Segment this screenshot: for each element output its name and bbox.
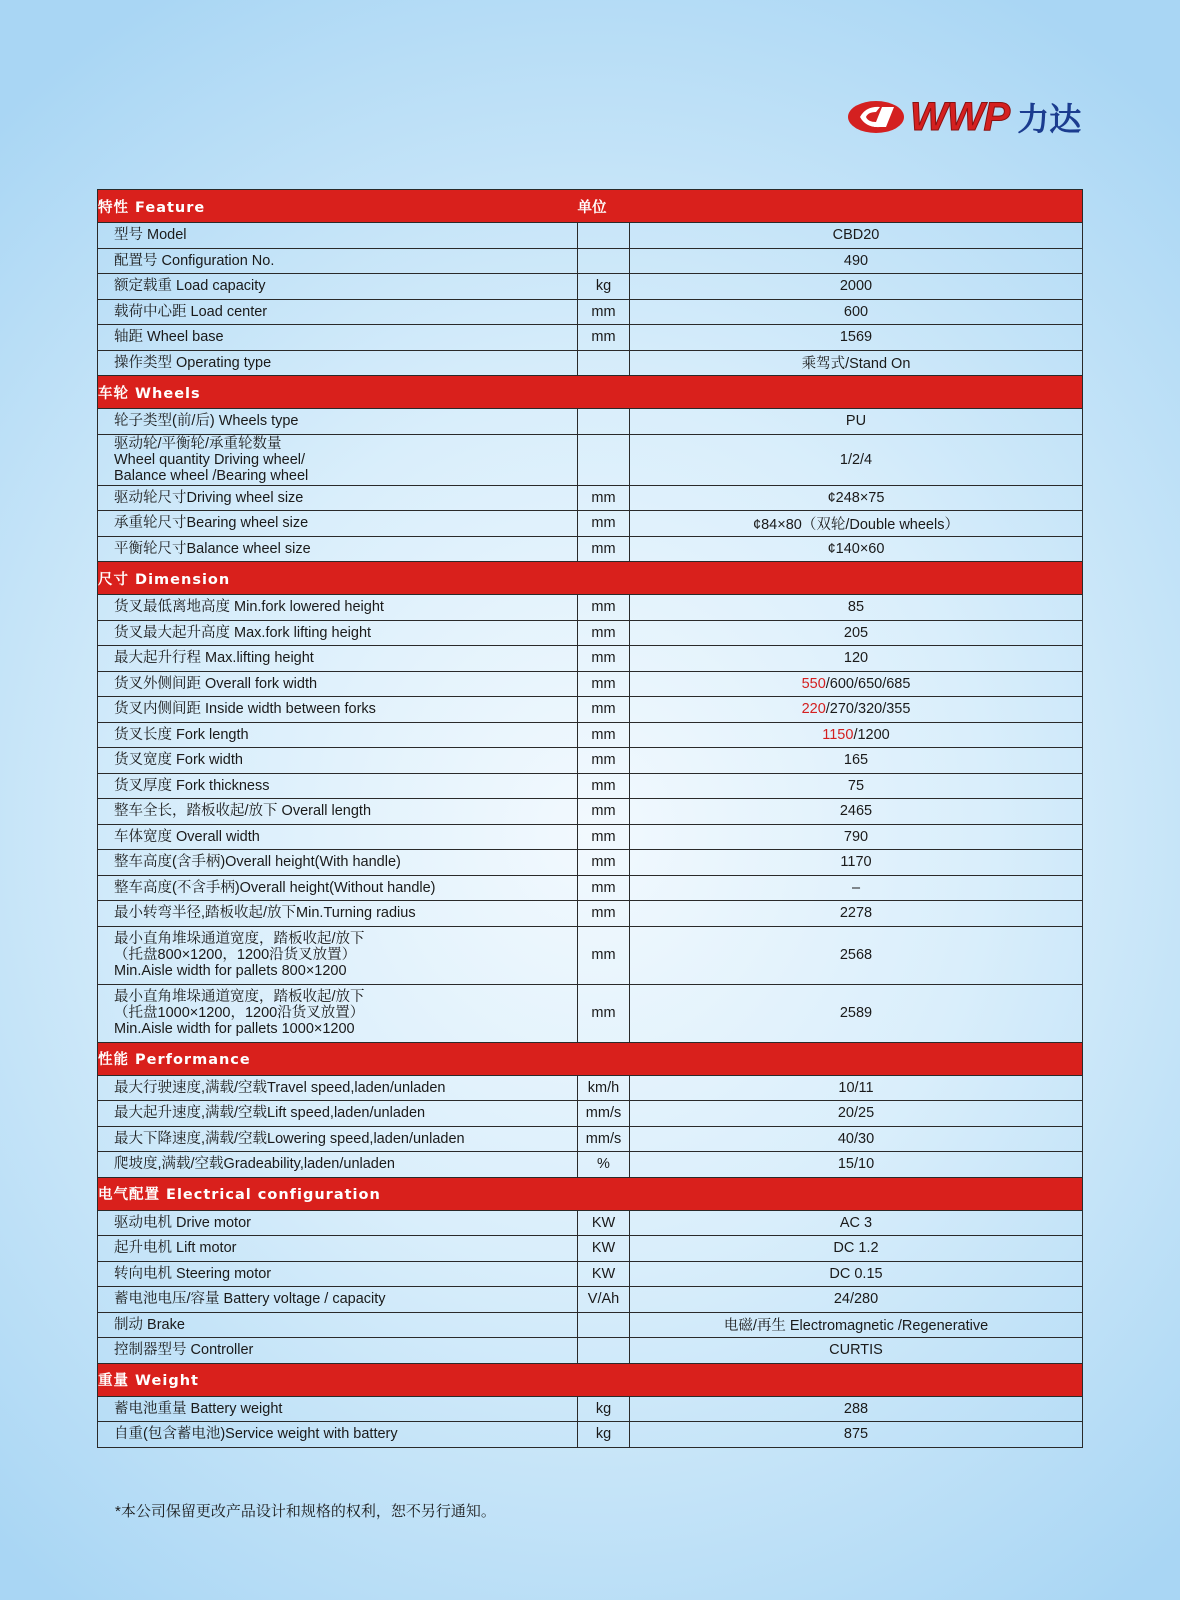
- spec-row: [98, 926, 1083, 984]
- spec-value: 165: [630, 748, 1083, 774]
- spec-value: 2568: [630, 926, 1083, 984]
- spec-unit: [578, 248, 630, 274]
- spec-value: 40/30: [630, 1126, 1083, 1152]
- spec-unit: KW: [578, 1261, 630, 1287]
- spec-label: 驱动轮尺寸Driving wheel size: [98, 485, 578, 511]
- section-header: [98, 190, 1083, 223]
- spec-value-options: /1200: [853, 726, 890, 743]
- spec-value: ¢84×80（双轮/Double wheels）: [630, 511, 1083, 537]
- logo-mark-icon: [846, 97, 908, 137]
- spec-label: 货叉内侧间距 Inside width between forks: [98, 697, 578, 723]
- spec-value: 15/10: [630, 1152, 1083, 1178]
- section-unit-header: [578, 1042, 630, 1075]
- spec-row: [98, 1075, 1083, 1101]
- spec-unit: [578, 409, 630, 435]
- spec-label: 货叉厚度 Fork thickness: [98, 773, 578, 799]
- spec-value: ¢248×75: [630, 485, 1083, 511]
- spec-label-line: 最小直角堆垛通道宽度，踏板收起/放下: [114, 989, 365, 1005]
- spec-row: [98, 722, 1083, 748]
- spec-value: PU: [630, 409, 1083, 435]
- section-value-header: [630, 1177, 1083, 1210]
- spec-unit: V/Ah: [578, 1287, 630, 1313]
- spec-label: 驱动电机 Drive motor: [98, 1210, 578, 1236]
- spec-row: [98, 1312, 1083, 1338]
- spec-unit: %: [578, 1152, 630, 1178]
- spec-unit: [578, 434, 630, 485]
- section-header: [98, 376, 1083, 409]
- spec-unit: mm: [578, 595, 630, 621]
- spec-value: 790: [630, 824, 1083, 850]
- spec-row: [98, 299, 1083, 325]
- spec-unit: mm: [578, 697, 630, 723]
- spec-value: 288: [630, 1396, 1083, 1422]
- spec-label: 平衡轮尺寸Balance wheel size: [98, 536, 578, 562]
- spec-label: 最大起升速度,满载/空载Lift speed,laden/unladen: [98, 1101, 578, 1127]
- footnote: *本公司保留更改产品设计和规格的权利，恕不另行通知。: [115, 1503, 496, 1520]
- spec-label: [98, 984, 578, 1042]
- spec-row: [98, 875, 1083, 901]
- spec-value: 10/11: [630, 1075, 1083, 1101]
- spec-unit: mm: [578, 620, 630, 646]
- section-title: 特性 Feature: [98, 190, 578, 223]
- spec-row: [98, 1422, 1083, 1448]
- spec-label-line: Balance wheel /Bearing wheel: [114, 467, 309, 484]
- spec-label: 承重轮尺寸Bearing wheel size: [98, 511, 578, 537]
- spec-row: [98, 350, 1083, 376]
- spec-value: [630, 671, 1083, 697]
- spec-row: [98, 1126, 1083, 1152]
- spec-value: 2278: [630, 901, 1083, 927]
- spec-unit: mm/s: [578, 1126, 630, 1152]
- spec-value: 490: [630, 248, 1083, 274]
- spec-value: ¢140×60: [630, 536, 1083, 562]
- spec-label: [98, 434, 578, 485]
- spec-label: 蓄电池重量 Battery weight: [98, 1396, 578, 1422]
- spec-value: 2589: [630, 984, 1083, 1042]
- spec-unit: mm: [578, 850, 630, 876]
- spec-value-options: /270/320/355: [825, 701, 911, 718]
- section-header: [98, 1042, 1083, 1075]
- spec-label: 最大起升行程 Max.lifting height: [98, 646, 578, 672]
- spec-label: 货叉外侧间距 Overall fork width: [98, 671, 578, 697]
- spec-row: [98, 1210, 1083, 1236]
- spec-unit: [578, 1312, 630, 1338]
- section-title: 尺寸 Dimension: [98, 562, 578, 595]
- section-value-header: [630, 376, 1083, 409]
- brand-logo: [846, 94, 1081, 140]
- spec-value: 85: [630, 595, 1083, 621]
- spec-label: 整车全长，踏板收起/放下 Overall length: [98, 799, 578, 825]
- spec-row: [98, 511, 1083, 537]
- spec-value-options: /600/650/685: [825, 675, 911, 692]
- spec-value: CURTIS: [630, 1338, 1083, 1364]
- logo-chinese-name: 力达: [1017, 100, 1082, 138]
- spec-row: [98, 248, 1083, 274]
- spec-label: 自重(包含蓄电池)Service weight with battery: [98, 1422, 578, 1448]
- section-header: [98, 1177, 1083, 1210]
- spec-label: 起升电机 Lift motor: [98, 1236, 578, 1262]
- spec-label-line: Min.Aisle width for pallets 1000×1200: [114, 1021, 355, 1037]
- spec-label: 货叉最低离地高度 Min.fork lowered height: [98, 595, 578, 621]
- spec-label-line: Min.Aisle width for pallets 800×1200: [114, 963, 347, 979]
- section-unit-header: 单位: [578, 190, 630, 223]
- spec-row: [98, 620, 1083, 646]
- section-unit-header: [578, 376, 630, 409]
- spec-label: 配置号 Configuration No.: [98, 248, 578, 274]
- spec-unit: mm: [578, 901, 630, 927]
- spec-label: 整车高度(不含手柄)Overall height(Without handle): [98, 875, 578, 901]
- spec-unit: mm: [578, 773, 630, 799]
- spec-row: [98, 1152, 1083, 1178]
- spec-label: 爬坡度,满载/空载Gradeability,laden/unladen: [98, 1152, 578, 1178]
- spec-row: [98, 824, 1083, 850]
- spec-unit: mm: [578, 646, 630, 672]
- logo-wordmark: WWP: [910, 94, 1010, 139]
- section-title: 车轮 Wheels: [98, 376, 578, 409]
- spec-value: DC 0.15: [630, 1261, 1083, 1287]
- spec-row: [98, 850, 1083, 876]
- spec-unit: kg: [578, 1422, 630, 1448]
- section-value-header: [630, 562, 1083, 595]
- spec-value: 乘驾式/Stand On: [630, 350, 1083, 376]
- spec-row: [98, 984, 1083, 1042]
- spec-row: [98, 646, 1083, 672]
- spec-row: [98, 595, 1083, 621]
- spec-value: [630, 722, 1083, 748]
- spec-value: 2000: [630, 274, 1083, 300]
- spec-row: [98, 748, 1083, 774]
- spec-label: 制动 Brake: [98, 1312, 578, 1338]
- spec-unit: mm: [578, 325, 630, 351]
- spec-value: CBD20: [630, 223, 1083, 249]
- spec-row: [98, 1338, 1083, 1364]
- spec-label: 载荷中心距 Load center: [98, 299, 578, 325]
- spec-value-standard: 550: [801, 675, 826, 692]
- section-title: 性能 Performance: [98, 1042, 578, 1075]
- spec-unit: mm: [578, 536, 630, 562]
- section-value-header: [630, 1042, 1083, 1075]
- spec-row: [98, 773, 1083, 799]
- spec-label: 转向电机 Steering motor: [98, 1261, 578, 1287]
- spec-label-line: Wheel quantity Driving wheel/: [114, 451, 306, 468]
- spec-label: 最大下降速度,满载/空载Lowering speed,laden/unladen: [98, 1126, 578, 1152]
- spec-row: [98, 1101, 1083, 1127]
- spec-table-body: [98, 190, 1083, 1448]
- spec-unit: kg: [578, 1396, 630, 1422]
- spec-row: [98, 799, 1083, 825]
- spec-label: 控制器型号 Controller: [98, 1338, 578, 1364]
- spec-label: 最大行驶速度,满载/空载Travel speed,laden/unladen: [98, 1075, 578, 1101]
- spec-unit: mm: [578, 926, 630, 984]
- spec-label: 货叉最大起升高度 Max.fork lifting height: [98, 620, 578, 646]
- section-title: 重量 Weight: [98, 1363, 578, 1396]
- section-unit-header: [578, 1363, 630, 1396]
- spec-label: 蓄电池电压/容量 Battery voltage / capacity: [98, 1287, 578, 1313]
- section-unit-header: [578, 562, 630, 595]
- spec-label: 型号 Model: [98, 223, 578, 249]
- spec-unit: KW: [578, 1210, 630, 1236]
- spec-label-line: 驱动轮/平衡轮/承重轮数量: [114, 435, 282, 452]
- spec-row: [98, 1287, 1083, 1313]
- spec-table: [97, 189, 1083, 1448]
- spec-value: 20/25: [630, 1101, 1083, 1127]
- spec-label: 车体宽度 Overall width: [98, 824, 578, 850]
- spec-row: [98, 485, 1083, 511]
- spec-row: [98, 536, 1083, 562]
- section-title: 电气配置 Electrical configuration: [98, 1177, 578, 1210]
- spec-row: [98, 1236, 1083, 1262]
- spec-row: [98, 671, 1083, 697]
- spec-value: 75: [630, 773, 1083, 799]
- spec-value: DC 1.2: [630, 1236, 1083, 1262]
- spec-unit: [578, 1338, 630, 1364]
- spec-label-line: 最小直角堆垛通道宽度，踏板收起/放下: [114, 931, 365, 947]
- spec-label: 货叉宽度 Fork width: [98, 748, 578, 774]
- spec-unit: kg: [578, 274, 630, 300]
- spec-label: 额定载重 Load capacity: [98, 274, 578, 300]
- spec-label: 货叉长度 Fork length: [98, 722, 578, 748]
- spec-unit: mm: [578, 485, 630, 511]
- spec-value: 24/280: [630, 1287, 1083, 1313]
- spec-row: [98, 223, 1083, 249]
- spec-unit: [578, 350, 630, 376]
- spec-value: 875: [630, 1422, 1083, 1448]
- spec-label: 轮子类型(前/后) Wheels type: [98, 409, 578, 435]
- spec-row: [98, 434, 1083, 485]
- section-header: [98, 1363, 1083, 1396]
- spec-value: 电磁/再生 Electromagnetic /Regenerative: [630, 1312, 1083, 1338]
- spec-label: 轴距 Wheel base: [98, 325, 578, 351]
- spec-unit: mm: [578, 511, 630, 537]
- spec-unit: mm: [578, 671, 630, 697]
- spec-value: 120: [630, 646, 1083, 672]
- spec-value: 600: [630, 299, 1083, 325]
- spec-row: [98, 274, 1083, 300]
- spec-row: [98, 1396, 1083, 1422]
- spec-unit: mm: [578, 799, 630, 825]
- spec-label: 整车高度(含手柄)Overall height(With handle): [98, 850, 578, 876]
- spec-unit: mm: [578, 875, 630, 901]
- spec-row: [98, 697, 1083, 723]
- spec-unit: mm/s: [578, 1101, 630, 1127]
- spec-label: 操作类型 Operating type: [98, 350, 578, 376]
- spec-value: 2465: [630, 799, 1083, 825]
- section-unit-header: [578, 1177, 630, 1210]
- spec-value: [630, 697, 1083, 723]
- spec-unit: KW: [578, 1236, 630, 1262]
- spec-row: [98, 325, 1083, 351]
- spec-value: 205: [630, 620, 1083, 646]
- spec-value: 1569: [630, 325, 1083, 351]
- spec-value-standard: 220: [801, 701, 826, 718]
- spec-row: [98, 1261, 1083, 1287]
- section-header: [98, 562, 1083, 595]
- spec-row: [98, 409, 1083, 435]
- spec-unit: mm: [578, 748, 630, 774]
- section-value-header: [630, 1363, 1083, 1396]
- spec-unit: mm: [578, 299, 630, 325]
- spec-unit: mm: [578, 984, 630, 1042]
- spec-label: [98, 926, 578, 984]
- spec-label-line: （托盘1000×1200，1200沿货叉放置）: [114, 1005, 365, 1021]
- spec-value: 1/2/4: [630, 434, 1083, 485]
- spec-value: 1170: [630, 850, 1083, 876]
- spec-value: AC 3: [630, 1210, 1083, 1236]
- spec-unit: km/h: [578, 1075, 630, 1101]
- spec-unit: mm: [578, 722, 630, 748]
- spec-value-standard: 1150: [822, 726, 854, 743]
- section-value-header: [630, 190, 1083, 223]
- spec-label-line: （托盘800×1200，1200沿货叉放置）: [114, 947, 357, 963]
- spec-unit: mm: [578, 824, 630, 850]
- spec-row: [98, 901, 1083, 927]
- spec-unit: [578, 223, 630, 249]
- spec-label: 最小转弯半径,踏板收起/放下Min.Turning radius: [98, 901, 578, 927]
- spec-value: –: [630, 875, 1083, 901]
